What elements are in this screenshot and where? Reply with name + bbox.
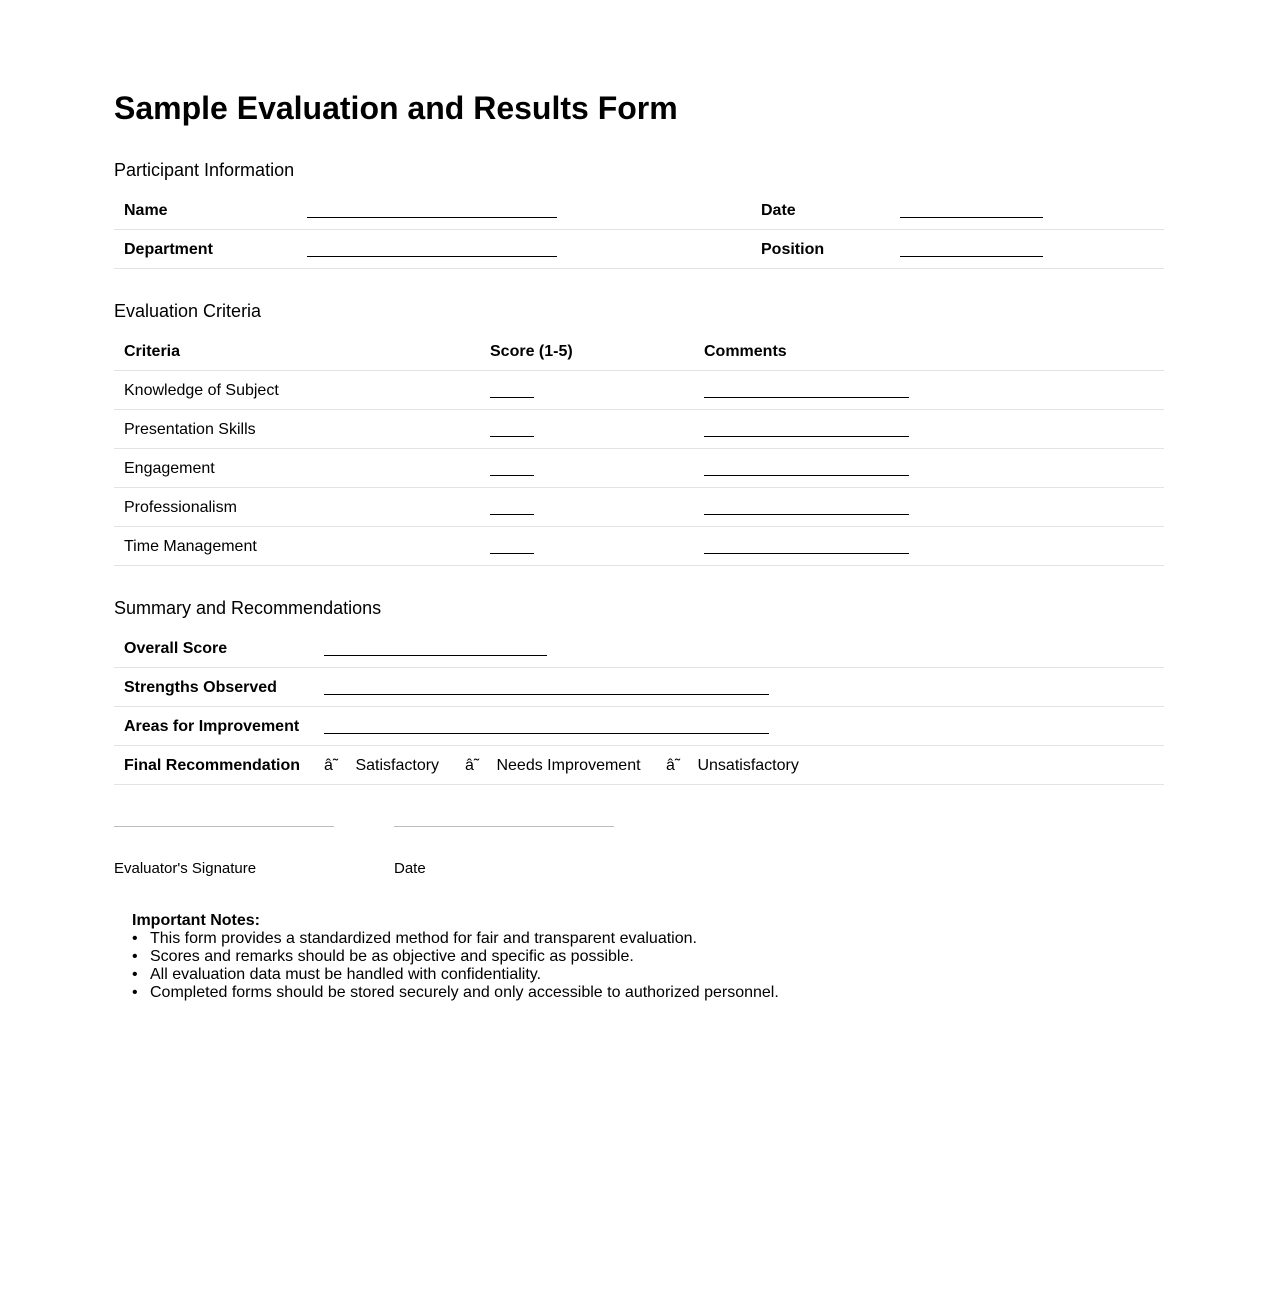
department-field[interactable] xyxy=(307,256,557,257)
notes-title: Important Notes: xyxy=(132,912,260,929)
important-notes xyxy=(132,912,779,1002)
score-field[interactable] xyxy=(490,436,534,437)
participant-row-department xyxy=(114,230,1164,269)
signature-date-line[interactable] xyxy=(394,826,614,827)
score-field[interactable] xyxy=(490,475,534,476)
comments-column-header: Comments xyxy=(704,343,787,360)
strengths-label: Strengths Observed xyxy=(124,679,277,696)
name-field[interactable] xyxy=(307,217,557,218)
overall-score-field[interactable] xyxy=(324,655,547,656)
comments-field[interactable] xyxy=(704,475,909,476)
note-text: Scores and remarks should be as objective and specific as possible. xyxy=(150,948,634,965)
signature-date-label: Date xyxy=(394,860,426,877)
score-field[interactable] xyxy=(490,397,534,398)
option-needs-improvement[interactable]: â˜ Needs Improvement xyxy=(465,757,641,774)
strengths-field[interactable] xyxy=(324,694,769,695)
criteria-section-title: Evaluation Criteria xyxy=(114,301,262,321)
areas-row xyxy=(114,707,1164,746)
note-text: All evaluation data must be handled with confidentiality. xyxy=(150,966,542,983)
evaluator-signature-label: Evaluator's Signature xyxy=(114,860,257,877)
criteria-row xyxy=(114,488,1164,527)
criteria-label: Knowledge of Subject xyxy=(124,382,279,399)
list-item xyxy=(132,948,779,966)
criteria-row xyxy=(114,371,1164,410)
list-item xyxy=(132,930,779,948)
note-text: Completed forms should be stored securely and only accessible to authorized personnel. xyxy=(150,984,779,1001)
score-field[interactable] xyxy=(490,514,534,515)
bullet-icon: • xyxy=(132,984,138,1001)
criteria-header-row xyxy=(114,332,1164,371)
criteria-row xyxy=(114,449,1164,488)
strengths-row xyxy=(114,668,1164,707)
score-column-header: Score (1-5) xyxy=(490,343,573,360)
evaluator-signature-line[interactable] xyxy=(114,826,334,827)
note-text: This form provides a standardized method for fair and transparent evaluation. xyxy=(150,930,697,947)
date-label: Date xyxy=(761,202,796,219)
bullet-icon: • xyxy=(132,930,138,947)
bullet-icon: • xyxy=(132,948,138,965)
participant-section-title: Participant Information xyxy=(114,160,295,180)
date-field[interactable] xyxy=(900,217,1043,218)
criteria-column-header: Criteria xyxy=(124,343,181,360)
criteria-label: Professionalism xyxy=(124,499,237,516)
final-recommendation-label: Final Recommendation xyxy=(124,757,301,774)
option-unsatisfactory[interactable]: â˜ Unsatisfactory xyxy=(666,757,799,774)
final-recommendation-row xyxy=(114,746,1164,785)
criteria-label: Presentation Skills xyxy=(124,421,256,438)
comments-field[interactable] xyxy=(704,553,909,554)
criteria-row xyxy=(114,527,1164,566)
participant-row-name xyxy=(114,191,1164,230)
criteria-row xyxy=(114,410,1164,449)
name-label: Name xyxy=(124,202,168,219)
comments-field[interactable] xyxy=(704,397,909,398)
option-satisfactory[interactable]: â˜ Satisfactory xyxy=(324,757,440,774)
overall-score-label: Overall Score xyxy=(124,640,228,657)
criteria-label: Time Management xyxy=(124,538,257,555)
criteria-label: Engagement xyxy=(124,460,215,477)
position-label: Position xyxy=(761,241,825,258)
summary-section-title: Summary and Recommendations xyxy=(114,598,382,618)
overall-score-row xyxy=(114,629,1164,668)
comments-field[interactable] xyxy=(704,436,909,437)
position-field[interactable] xyxy=(900,256,1043,257)
score-field[interactable] xyxy=(490,553,534,554)
notes-list xyxy=(132,930,779,1002)
list-item xyxy=(132,966,779,984)
bullet-icon: • xyxy=(132,966,138,983)
comments-field[interactable] xyxy=(704,514,909,515)
page-title: Sample Evaluation and Results Form xyxy=(114,90,678,126)
areas-field[interactable] xyxy=(324,733,769,734)
list-item xyxy=(132,984,779,1002)
areas-label: Areas for Improvement xyxy=(124,718,300,735)
department-label: Department xyxy=(124,241,213,258)
